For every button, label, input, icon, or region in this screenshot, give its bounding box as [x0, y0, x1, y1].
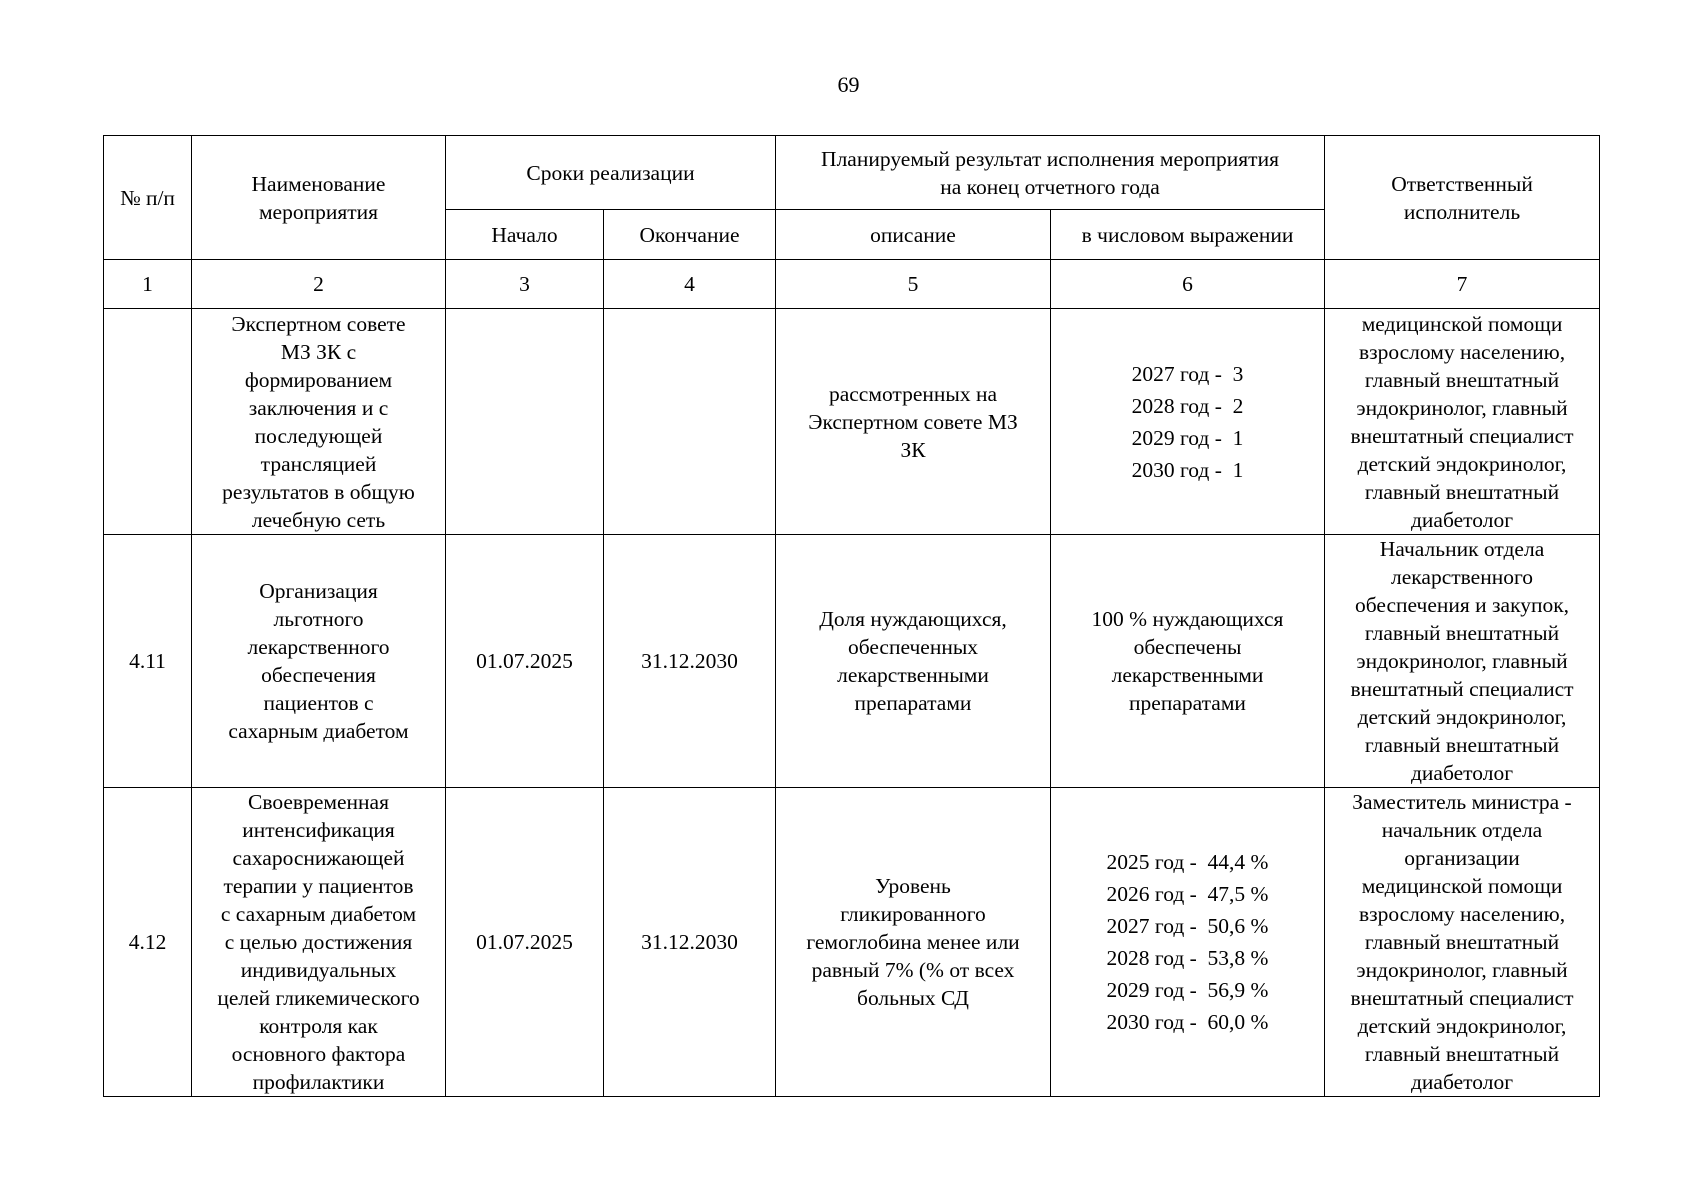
- text-line: лекарственного: [1391, 565, 1534, 589]
- text-line: детский эндокринолог,: [1357, 1014, 1567, 1038]
- text-line: индивидуальных: [240, 958, 397, 982]
- text-line: Заместитель министра -: [1352, 790, 1572, 814]
- header-description: описание: [776, 210, 1051, 260]
- text-line: Начальник отдела: [1379, 537, 1545, 561]
- text-line: с целью достижения: [224, 930, 413, 954]
- text-line: обеспечения и закупок,: [1354, 593, 1570, 617]
- end-date: [604, 309, 776, 535]
- text-line: гликированного: [840, 902, 986, 926]
- column-numbers-row: [104, 260, 1600, 309]
- text-line: терапии у пациентов: [223, 874, 414, 898]
- start-date: [446, 309, 604, 535]
- column-number: 7: [1325, 260, 1600, 309]
- text-line: детский эндокринолог,: [1357, 451, 1567, 476]
- text-line: результатов в общую: [222, 479, 415, 504]
- text-line: эндокринолог, главный: [1356, 958, 1568, 982]
- text-line: рассмотренных на: [828, 381, 998, 406]
- header-implementation-terms: Сроки реализации: [446, 136, 776, 210]
- text-line: внештатный специалист: [1350, 677, 1574, 701]
- text-line: с сахарным диабетом: [220, 902, 417, 926]
- text-line: равный 7% (% от всех: [811, 958, 1015, 982]
- column-number: 4: [604, 260, 776, 309]
- text-line: Экспертном совете: [231, 311, 406, 336]
- end-date: 31.12.2030: [604, 788, 776, 1097]
- text-line: главный внештатный: [1364, 1042, 1560, 1066]
- value-line: 2029 год - 56,9 %: [1106, 978, 1269, 1002]
- table-row: [104, 309, 1600, 535]
- text-line: эндокринолог, главный: [1356, 649, 1568, 673]
- yearly-values: [1107, 846, 1269, 1038]
- text-line: организации: [1404, 846, 1520, 870]
- activity-name: [192, 788, 446, 1097]
- yearly-values: [1132, 358, 1244, 486]
- responsible-executor: [1325, 309, 1600, 535]
- text-line: медицинской помощи: [1361, 311, 1563, 336]
- result-numeric-value: [1051, 535, 1325, 788]
- text-line: льготного: [273, 607, 364, 631]
- text-line: главный внештатный: [1364, 733, 1560, 757]
- header-planned-result: [776, 136, 1325, 210]
- table-row: [104, 788, 1600, 1097]
- start-date: 01.07.2025: [446, 788, 604, 1097]
- value-line: 2025 год - 44,4 %: [1106, 850, 1269, 874]
- column-number: 1: [104, 260, 192, 309]
- column-number: 5: [776, 260, 1051, 309]
- text-line: главный внештатный: [1364, 930, 1560, 954]
- activity-name: [192, 309, 446, 535]
- text-line: препаратами: [1129, 691, 1246, 715]
- text-line: начальник отдела: [1381, 818, 1543, 842]
- text-line: диабетолог: [1410, 1070, 1514, 1094]
- responsible-executor: [1325, 535, 1600, 788]
- column-number: 6: [1051, 260, 1325, 309]
- text-line: 100 % нуждающихся: [1091, 607, 1284, 631]
- value-line: 2030 год - 60,0 %: [1106, 1010, 1269, 1034]
- activity-name: [192, 535, 446, 788]
- header-number: № п/п: [104, 136, 192, 260]
- text-line: основного фактора: [231, 1042, 406, 1066]
- table-row: [104, 535, 1600, 788]
- header-line: Наименование: [251, 171, 386, 196]
- text-line: главный внештатный: [1364, 621, 1560, 645]
- header-responsible: [1325, 136, 1600, 260]
- header-activity-name: [192, 136, 446, 260]
- value-line: 2030 год - 1: [1131, 457, 1244, 482]
- text-line: интенсификация: [242, 818, 395, 842]
- column-number: 3: [446, 260, 604, 309]
- text-line: внештатный специалист: [1350, 986, 1574, 1010]
- text-line: профилактики: [252, 1070, 385, 1094]
- row-number: [104, 309, 192, 535]
- text-line: сахароснижающей: [232, 846, 405, 870]
- start-date: 01.07.2025: [446, 535, 604, 788]
- value-line: 2028 год - 53,8 %: [1106, 946, 1269, 970]
- text-line: заключения и с: [248, 395, 389, 420]
- text-line: больных СД: [857, 986, 969, 1010]
- text-line: Своевременная: [248, 790, 389, 814]
- row-number: 4.11: [104, 535, 192, 788]
- page-number: 69: [837, 72, 860, 97]
- text-line: Доля нуждающихся,: [819, 607, 1007, 631]
- text-line: диабетолог: [1410, 761, 1514, 785]
- result-numeric-value: [1051, 788, 1325, 1097]
- text-line: лекарственного: [247, 635, 390, 659]
- result-description: [776, 309, 1051, 535]
- text-line: главный внештатный: [1364, 367, 1560, 392]
- result-numeric-value: [1051, 309, 1325, 535]
- text-line: МЗ ЗК с: [280, 339, 357, 364]
- value-line: 2028 год - 2: [1131, 393, 1244, 418]
- text-line: лекарственными: [1111, 663, 1264, 687]
- text-line: лечебную сеть: [251, 507, 386, 532]
- text-line: Экспертном совете МЗ: [808, 409, 1018, 434]
- text-line: контроля как: [259, 1014, 378, 1038]
- header-line: Планируемый результат исполнения мероприятия: [821, 146, 1279, 171]
- header-start: Начало: [446, 210, 604, 260]
- value-line: 2029 год - 1: [1131, 425, 1244, 450]
- result-description: [776, 535, 1051, 788]
- end-date: 31.12.2030: [604, 535, 776, 788]
- text-line: лекарственными: [837, 663, 989, 687]
- text-line: Организация: [259, 579, 378, 603]
- text-line: медицинской помощи: [1361, 874, 1563, 898]
- text-line: внештатный специалист: [1350, 423, 1574, 448]
- text-line: препаратами: [854, 691, 972, 715]
- text-line: обеспечены: [1133, 635, 1242, 659]
- row-number: 4.12: [104, 788, 192, 1097]
- header-line: Ответственный: [1391, 171, 1533, 196]
- text-line: взрослому населению,: [1358, 902, 1566, 926]
- text-line: диабетолог: [1410, 507, 1514, 532]
- text-line: обеспечения: [261, 663, 376, 687]
- text-line: главный внештатный: [1364, 479, 1560, 504]
- text-line: обеспеченных: [847, 635, 979, 659]
- text-line: сахарным диабетом: [228, 719, 409, 743]
- activity-plan-table: [103, 135, 1600, 1097]
- text-line: гемоглобина менее или: [806, 930, 1020, 954]
- value-line: 2027 год - 50,6 %: [1106, 914, 1269, 938]
- text-line: детский эндокринолог,: [1357, 705, 1567, 729]
- header-numeric-value: в числовом выражении: [1051, 210, 1325, 260]
- text-line: последующей: [254, 423, 383, 448]
- text-line: ЗК: [900, 437, 926, 462]
- text-line: Уровень: [875, 874, 951, 898]
- header-line: исполнитель: [1403, 199, 1521, 224]
- result-description: [776, 788, 1051, 1097]
- text-line: формированием: [244, 367, 393, 392]
- text-line: эндокринолог, главный: [1356, 395, 1568, 420]
- text-line: трансляцией: [260, 451, 377, 476]
- header-end: Окончание: [604, 210, 776, 260]
- column-number: 2: [192, 260, 446, 309]
- header-line: мероприятия: [258, 199, 379, 224]
- value-line: 2026 год - 47,5 %: [1106, 882, 1269, 906]
- text-line: пациентов с: [263, 691, 374, 715]
- header-line: на конец отчетного года: [940, 174, 1160, 199]
- responsible-executor: [1325, 788, 1600, 1097]
- value-line: 2027 год - 3: [1131, 361, 1244, 386]
- text-line: целей гликемического: [217, 986, 420, 1010]
- text-line: взрослому населению,: [1358, 339, 1566, 364]
- header-row: [104, 136, 1600, 210]
